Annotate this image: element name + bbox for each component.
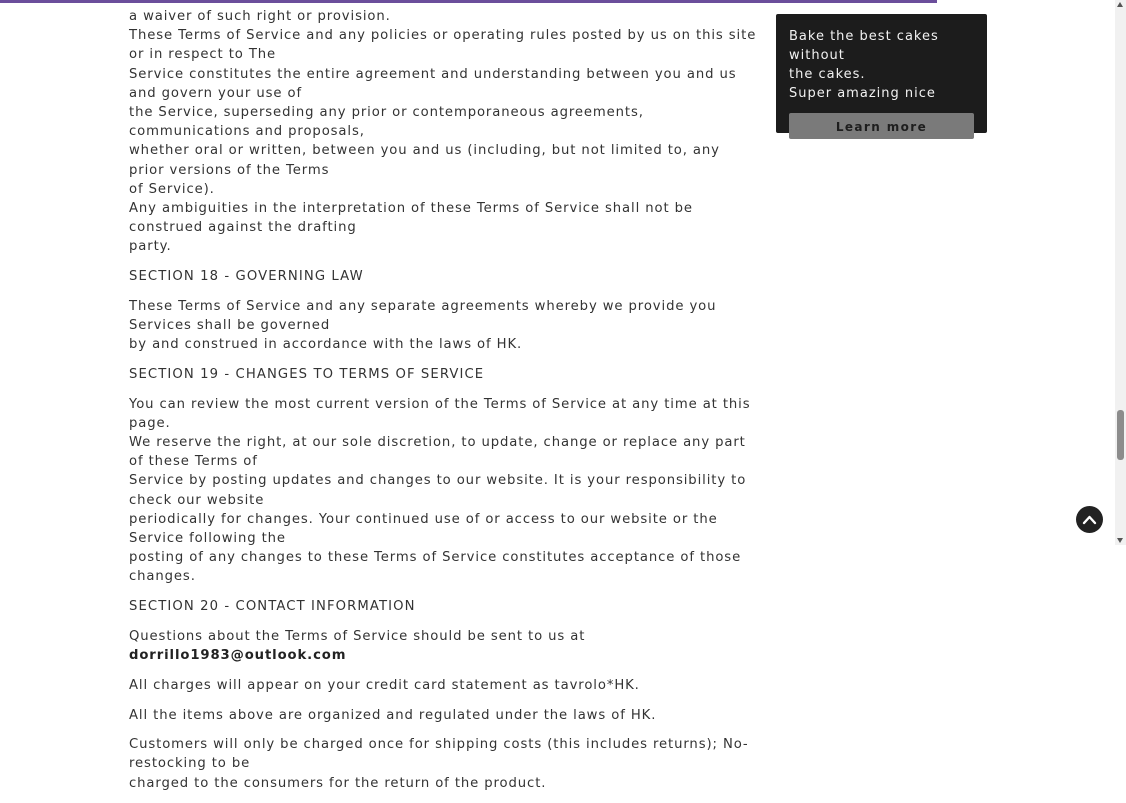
shipping-text: Customers will only be charged once for shipping costs (this includes returns); No-restocking to be charged to the consumers for the return of the product.	[129, 737, 749, 791]
section-20-heading: SECTION 20 - CONTACT INFORMATION	[129, 599, 416, 615]
learn-more-button[interactable]: Learn more	[789, 113, 974, 139]
vertical-scrollbar[interactable]	[1115, 0, 1126, 545]
reading-progress-bar	[0, 0, 937, 3]
section-19-heading: SECTION 19 - CHANGES TO TERMS OF SERVICE	[129, 366, 485, 382]
scroll-down-arrow-icon[interactable]	[1117, 538, 1123, 543]
promo-line: Super amazing nice	[789, 86, 936, 101]
charges-text: All charges will appear on your credit card statement as tavrolo*HK.	[129, 677, 640, 693]
promo-box	[776, 14, 987, 133]
back-to-top-button[interactable]	[1076, 506, 1103, 533]
contact-email: dorrillo1983@outlook.com	[129, 648, 347, 664]
scrollbar-thumb[interactable]	[1117, 410, 1124, 460]
laws-text: All the items above are organized and regulated under the laws of HK.	[129, 707, 657, 723]
promo-line: the cakes.	[789, 67, 866, 82]
contact-text: Questions about the Terms of Service should be sent to us at dorrillo1983@outlook.com	[129, 628, 586, 664]
chevron-up-icon	[1082, 513, 1097, 526]
section-19-text: You can review the most current version of the Terms of Service at any time at this page. We reserve the right, at our sole discretion, to update, change or replace any part of these Terms of Service by posting updates and changes to our website. It is your responsibility to check our website periodically for changes. Your continued use of or access to our website or the Service following the posting of any changes to these Terms of Service constitutes acceptance of those changes.	[129, 396, 751, 585]
section-18-heading: SECTION 18 - GOVERNING LAW	[129, 269, 364, 285]
terms-content	[129, 7, 759, 803]
terms-paragraph: a waiver of such right or provision. These Terms of Service and any policies or operating rules posted by us on this site or in respect to The Service constitutes the entire agreement and understanding between you and us and govern your use of the Service, superseding any prior or contemporaneous agreements, communications and proposals, whether oral or written, between you and us (including, but not limited to, any prior versions of the Terms of Service). Any ambiguities in the interpretation of these Terms of Service shall not be construed against the drafting party.	[129, 9, 757, 255]
promo-line: Bake the best cakes without	[789, 29, 939, 63]
scroll-up-arrow-icon[interactable]	[1117, 2, 1123, 7]
section-18-text: These Terms of Service and any separate agreements whereby we provide you Services shall be governed by and construed in accordance with the laws of HK.	[129, 298, 717, 353]
